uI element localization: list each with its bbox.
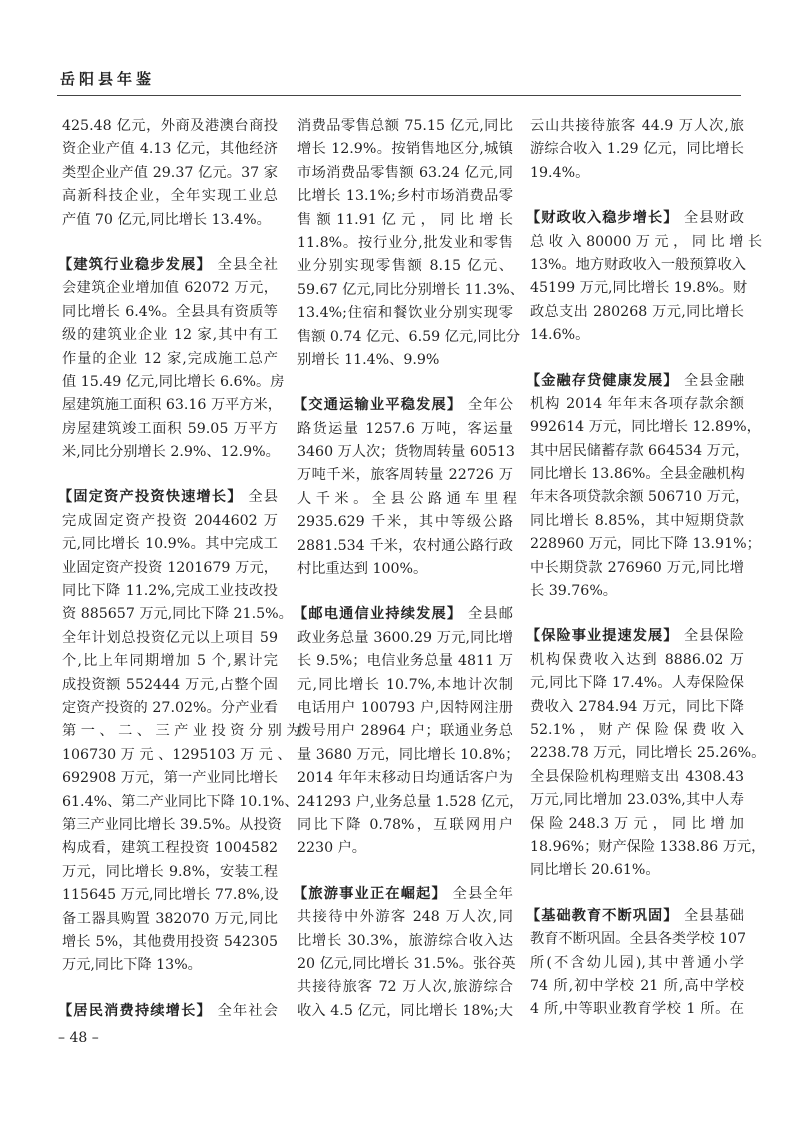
line-text: 构成看，建筑工程投资 1004582 <box>62 840 278 857</box>
text-line <box>62 348 278 371</box>
line-text: 全县金融 <box>684 372 744 389</box>
section-paragraph <box>293 394 517 581</box>
line-text: 产值 70 亿元,同比增长 13.4%。 <box>62 211 271 228</box>
line-text: 13.4%;住宿和餐饮业分别实现零 <box>297 305 513 322</box>
text-line <box>62 908 278 931</box>
line-text: 元,同比增长 10.9%。其中完成工 <box>62 536 278 553</box>
text-line <box>297 650 513 673</box>
text-line <box>297 767 513 790</box>
line-text: 市场消费品零售额 63.24 亿元,同 <box>297 164 513 181</box>
line-text: 19.4%。 <box>530 164 590 181</box>
line-text: 241293 户,业务总量 1.528 亿元， <box>297 793 524 810</box>
text-line <box>530 301 744 324</box>
line-text: 20 亿元,同比增长 31.5%。张谷英 <box>297 955 516 972</box>
line-text: 同比下降 11.2%,完成工业技改投 <box>62 583 278 600</box>
line-text: 万元，同比增长 9.8%，安装工程 <box>62 863 278 880</box>
text-line <box>530 649 744 672</box>
line-text: 106730 万 元 、1295103 万 元 、 <box>62 746 292 763</box>
section-heading: 【保险事业提速发展】 <box>526 628 679 645</box>
section-heading: 【居民消费持续增长】 <box>58 1002 212 1019</box>
text-line <box>297 349 513 372</box>
line-text: 全县邮 <box>468 606 513 623</box>
section-paragraph <box>58 1000 278 1023</box>
text-line <box>526 207 744 230</box>
text-line <box>297 744 520 767</box>
text-line <box>62 418 278 441</box>
text-line <box>297 162 513 185</box>
text-line <box>62 627 278 650</box>
line-text: 2230 户。 <box>297 840 366 857</box>
line-text: 45199 万元,同比增长 19.8%。财 <box>530 280 748 297</box>
line-text: 米,同比分别增长 2.9%、12.9%。 <box>62 444 280 461</box>
text-line <box>297 814 513 837</box>
section-paragraph <box>526 370 761 604</box>
line-text: 教育不断巩固。全县各类学校 107 <box>530 931 747 948</box>
line-text: 完成固定资产投资 2044602 万 <box>62 512 278 529</box>
section-paragraph <box>526 905 747 1022</box>
text-line <box>530 533 761 556</box>
section-heading: 【金融存贷健康发展】 <box>526 372 679 389</box>
line-text: 备工器具购置 382070 万元,同比 <box>62 910 278 927</box>
line-text: 资企业产值 4.13 亿元，其他经济 <box>62 141 278 158</box>
line-text: 售额 0.74 亿元、6.59 亿元,同比分 <box>297 328 521 345</box>
text-line <box>62 185 278 208</box>
text-line <box>297 418 513 441</box>
line-text: 2014 年年末移动日均通话客户为 <box>297 770 513 787</box>
line-text: 万吨千米，旅客周转量 22726 万 <box>297 467 513 484</box>
line-text: 屋建筑施工面积 63.16 万平方米， <box>62 397 282 414</box>
line-text: 全县全年 <box>452 885 513 902</box>
line-text: 61.4%、第二产业同比下降 10.1%、 <box>62 793 299 810</box>
page-number: – 48 – <box>58 1030 99 1046</box>
text-line <box>297 279 524 302</box>
text-line <box>297 674 513 697</box>
line-text: 228960 万元，同比下降 13.91%； <box>530 536 761 553</box>
text-line <box>530 998 744 1021</box>
line-text: 59.67 亿元,同比分别增长 11.3%、 <box>297 281 524 298</box>
text-line <box>530 231 763 254</box>
text-line <box>297 185 513 208</box>
line-text: 11.8%。按行业分,批发业和零售 <box>297 234 513 251</box>
text-line <box>530 277 748 300</box>
continued-paragraph <box>297 115 524 372</box>
line-text: 同比增长 8.85%，其中短期贷款 <box>530 512 744 529</box>
line-text: 其中居民储蓄存款 664534 万元， <box>530 442 750 459</box>
column-2 <box>293 115 524 1045</box>
line-text: 业分别实现零售额 8.15 亿元、 <box>297 258 513 275</box>
line-text: 比增长 13.1%;乡村市场消费品零 <box>297 188 513 205</box>
line-text: 年末各项贷款余额 506710 万元， <box>530 489 750 506</box>
text-line <box>62 557 278 580</box>
section-heading: 【建筑行业稳步发展】 <box>58 256 212 273</box>
text-line <box>62 931 278 954</box>
line-text: 类型企业产值 29.37 亿元。37 家 <box>62 164 278 181</box>
text-line <box>62 861 278 884</box>
text-line <box>530 440 750 463</box>
line-text: 所(不含幼儿园),其中普通小学 <box>530 954 744 971</box>
text-line <box>58 1000 278 1023</box>
line-text: 增长 12.9%。按销售地区分,城镇 <box>297 141 513 158</box>
line-text: 业固定资产投资 1201679 万元， <box>62 559 278 576</box>
text-line <box>530 672 744 695</box>
line-text: 74 所,初中学校 21 所,高中学校 <box>530 977 744 994</box>
line-text: 量 3680 万元，同比增长 10.8%； <box>297 746 520 763</box>
section-heading: 【财政收入稳步增长】 <box>526 210 679 227</box>
line-text: 万元,同比增加 23.03%,其中人寿 <box>530 792 744 809</box>
text-line <box>62 650 278 673</box>
text-line <box>530 813 744 836</box>
line-text: 同比增长 13.86%。全县金融机构 <box>530 466 745 483</box>
line-text: 定资产投资的 27.02%。分产业看 <box>62 699 278 716</box>
line-text: 人 千 米 。 全 县 公 路 通 车 里 程 <box>297 490 517 507</box>
line-text: 52.1% ， 财 产 保 险 保 费 收 入 <box>530 721 744 738</box>
line-text: 机构保费收入达到 8886.02 万 <box>530 651 744 668</box>
line-text: 长 9.5%；电信业务总量 4811 万 <box>297 653 513 670</box>
text-line <box>62 209 278 232</box>
section-paragraph <box>293 883 516 1023</box>
line-text: 中长期贷款 276960 万元,同比增 <box>530 559 744 576</box>
text-line <box>62 744 292 767</box>
line-text: 同比增长 6.4%。全县具有资质等 <box>62 303 278 320</box>
line-text: 房屋建筑竣工面积 59.05 万平方 <box>62 420 278 437</box>
text-line <box>297 791 524 814</box>
line-text: 4 所,中等职业教育学校 1 所。在 <box>530 1001 744 1018</box>
text-line <box>297 464 513 487</box>
text-line <box>62 115 278 138</box>
text-line <box>62 277 278 300</box>
line-text: 售 额 11.91 亿 元 ， 同 比 增 长 <box>297 211 513 228</box>
text-line <box>62 791 299 814</box>
text-line <box>297 488 517 511</box>
line-text: 全年社会 <box>217 1002 278 1019</box>
line-text: 作量的企业 12 家,完成施工总产 <box>62 350 278 367</box>
text-line <box>297 302 513 325</box>
line-text: 全县保险机构理赔支出 4308.43 <box>530 768 744 785</box>
line-text: 长 39.76%。 <box>530 583 617 600</box>
text-line <box>297 1000 513 1023</box>
line-text: 成投资额 552444 万元,占整个固 <box>62 676 278 693</box>
continued-paragraph <box>530 115 744 185</box>
text-line <box>62 580 278 603</box>
line-text: 高新科技企业，全年实现工业总 <box>62 188 278 205</box>
section-paragraph <box>526 207 763 347</box>
text-line <box>530 510 744 533</box>
line-text: 18.96%；财产保险 1338.86 万元， <box>530 838 766 855</box>
line-text: 政业务总量 3600.29 万元,同比增 <box>297 629 513 646</box>
line-text: 政总支出 280268 万元,同比增长 <box>530 303 744 320</box>
text-line <box>530 162 744 185</box>
section-heading: 【邮电通信业持续发展】 <box>293 606 463 623</box>
section-heading: 【旅游事业正在崛起】 <box>293 885 447 902</box>
text-line <box>62 138 278 161</box>
line-text: 会建筑企业增加值 62072 万元， <box>62 280 278 297</box>
text-line <box>297 697 513 720</box>
text-line <box>526 625 744 648</box>
column-3 <box>526 115 766 1044</box>
text-line <box>62 720 301 743</box>
running-head-title: 岳阳县年鉴 <box>60 70 156 88</box>
line-text: 增长 5%，其他费用投资 542305 <box>62 933 278 950</box>
line-text: 全年计划总投资亿元以上项目 59 <box>62 629 278 646</box>
line-text: 全县保险 <box>684 628 744 645</box>
line-text: 元,同比增长 10.7%,本地计次制 <box>297 676 513 693</box>
section-paragraph <box>58 486 301 977</box>
text-line <box>297 232 513 255</box>
text-line <box>297 906 513 929</box>
line-text: 同比下降 0.78%，互联网用户 <box>297 816 513 833</box>
text-line <box>530 928 747 951</box>
line-text: 总 收 入 80000 万 元 ， 同 比 增 长 <box>530 233 763 250</box>
line-text: 收入 4.5 亿元，同比增长 18%;大 <box>297 1002 513 1019</box>
line-text: 万元,同比下降 13%。 <box>62 957 202 974</box>
text-line <box>62 324 278 347</box>
line-text: 全县全社 <box>217 256 278 273</box>
text-line <box>530 486 750 509</box>
text-line <box>58 254 278 277</box>
text-line <box>526 370 744 393</box>
line-text: 元,同比下降 17.4%。人寿保险保 <box>530 675 744 692</box>
line-text: 第三产业同比增长 39.5%。从投资 <box>62 816 282 833</box>
line-text: 共接待中外游客 248 万人次,同 <box>297 909 513 926</box>
text-line <box>530 580 744 603</box>
line-text: 692908 万元，第一产业同比增长 <box>62 770 278 787</box>
line-text: 14.6%。 <box>530 327 590 344</box>
line-text: 拨号用户 28964 户；联通业务总 <box>297 723 513 740</box>
text-line <box>297 441 513 464</box>
section-paragraph <box>526 625 766 882</box>
text-line <box>62 510 278 533</box>
text-line <box>530 324 744 347</box>
text-line <box>530 952 744 975</box>
text-line <box>530 696 744 719</box>
line-text: 云山共接待旅客 44.9 万人次,旅 <box>530 118 744 134</box>
line-text: 电话用户 100793 户,因特网注册 <box>297 699 513 716</box>
text-line <box>297 535 513 558</box>
text-line <box>530 859 744 882</box>
text-line <box>297 511 513 534</box>
text-line <box>530 138 744 161</box>
text-line <box>526 905 744 928</box>
text-line <box>62 162 278 185</box>
line-text: 村比重达到 100%。 <box>297 561 428 578</box>
text-line <box>297 255 513 278</box>
line-text: 2238.78 万元，同比增长 25.26%。 <box>530 745 766 762</box>
text-line <box>530 115 744 138</box>
line-text: 同比增长 20.61%。 <box>530 862 660 879</box>
text-line <box>297 837 513 860</box>
text-line <box>297 720 513 743</box>
section-paragraph <box>58 254 285 465</box>
text-line <box>62 441 278 464</box>
line-text: 全县财政 <box>684 210 744 227</box>
text-line <box>297 976 513 999</box>
line-text: 机构 2014 年年末各项存款余额 <box>530 395 744 412</box>
text-line <box>297 209 513 232</box>
column-1 <box>58 115 301 1045</box>
line-text: 值 15.49 亿元,同比增长 6.6%。房 <box>62 373 285 390</box>
text-line <box>530 742 766 765</box>
text-line <box>293 883 513 906</box>
line-text: 3460 万人次；货物周转量 60513 <box>297 444 515 461</box>
text-line <box>297 115 513 138</box>
section-paragraph <box>293 603 524 860</box>
text-line <box>293 394 513 417</box>
text-line <box>530 254 744 277</box>
line-text: 路货运量 1257.6 万吨，客运量 <box>297 420 513 437</box>
continued-paragraph <box>62 115 278 232</box>
text-line <box>297 326 521 349</box>
section-heading: 【交通运输业平稳发展】 <box>293 397 463 414</box>
line-text: 费收入 2784.94 万元，同比下降 <box>530 698 744 715</box>
section-heading: 【固定资产投资快速增长】 <box>58 489 243 506</box>
text-line <box>62 767 278 790</box>
text-line <box>62 837 278 860</box>
text-line <box>62 394 282 417</box>
text-line <box>58 486 278 509</box>
text-line <box>297 138 513 161</box>
line-text: 保 险 248.3 万 元 ， 同 比 增 加 <box>530 815 744 832</box>
section-heading: 【基础教育不断巩固】 <box>526 907 679 924</box>
text-line <box>530 766 744 789</box>
text-line <box>530 975 744 998</box>
line-text: 全年公 <box>468 397 513 414</box>
text-line <box>297 930 513 953</box>
text-line <box>297 953 516 976</box>
header-rule <box>57 95 741 96</box>
text-line <box>297 558 513 581</box>
text-line <box>62 697 278 720</box>
line-text: 别增长 11.4%、9.9% <box>297 351 440 368</box>
text-line <box>62 603 293 626</box>
text-line <box>530 393 744 416</box>
line-text: 第 一 、 二 、 三 产 业 投 资 分 别 为 <box>62 723 301 740</box>
text-line <box>530 416 761 439</box>
line-text: 13%。地方财政收入一般预算收入 <box>530 256 746 273</box>
line-text: 2935.629 千米，其中等级公路 <box>297 514 513 531</box>
text-line <box>530 836 766 859</box>
text-line <box>62 301 278 324</box>
line-text: 全县基础 <box>684 907 744 924</box>
text-line <box>62 371 285 394</box>
text-line <box>62 954 278 977</box>
line-text: 115645 万元,同比增长 77.8%,设 <box>62 887 279 904</box>
text-line <box>293 603 513 626</box>
line-text: 425.48 亿元，外商及港澳台商投 <box>62 118 278 134</box>
line-text: 资 885657 万元,同比下降 21.5%。 <box>62 606 293 623</box>
text-line <box>62 884 278 907</box>
text-line <box>530 719 744 742</box>
line-text: 级的建筑业企业 12 家,其中有工 <box>62 327 278 344</box>
line-text: 共接待旅客 72 万人次,旅游综合 <box>297 979 513 996</box>
line-text: 2881.534 千米，农村通公路行政 <box>297 537 513 554</box>
text-line <box>62 533 278 556</box>
line-text: 比增长 30.3%，旅游综合收入达 <box>297 932 513 949</box>
text-line <box>62 814 282 837</box>
text-line <box>62 674 278 697</box>
line-text: 992614 万元，同比增长 12.89%， <box>530 419 761 436</box>
line-text: 个,比上年同期增加 5 个,累计完 <box>62 653 278 670</box>
line-text: 全县 <box>248 489 278 506</box>
line-text: 消费品零售总额 75.15 亿元,同比 <box>297 118 513 134</box>
text-line <box>530 789 744 812</box>
text-line <box>530 557 744 580</box>
text-line <box>297 627 513 650</box>
text-line <box>530 463 744 486</box>
line-text: 游综合收入 1.29 亿元，同比增长 <box>530 141 744 158</box>
